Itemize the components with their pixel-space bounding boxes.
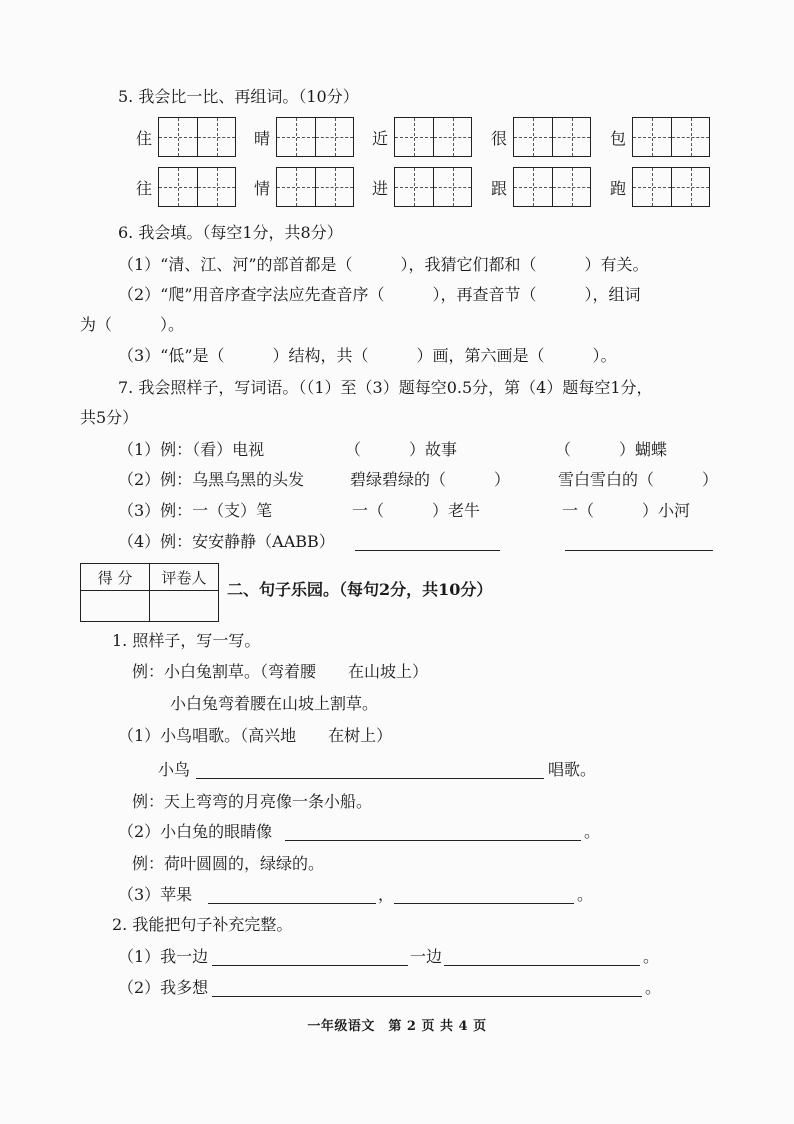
row1-item	[491, 117, 591, 157]
s2-p3-answer-line-a[interactable]	[208, 887, 376, 904]
row2-item	[372, 167, 472, 207]
writing-grid[interactable]	[513, 167, 591, 207]
q7-r2-blank-a: 碧绿碧绿的（ ）	[350, 470, 511, 489]
s2-q2-2-line[interactable]	[212, 980, 642, 997]
q6-line3: 为（ ）。	[80, 315, 185, 334]
writing-grid[interactable]	[394, 167, 472, 207]
q7-r4-example: （4）例：安安静静（AABB）	[118, 532, 335, 551]
s2-p3-end: 。	[577, 885, 594, 904]
writing-cell[interactable]	[514, 118, 552, 156]
score-header: 得 分	[81, 564, 150, 591]
q6-line1: （1）“清、江、河”的部首都是（ ），我猜它们都和（ ）有关。	[118, 255, 649, 274]
writing-grid[interactable]	[632, 167, 710, 207]
s2-q2-2-end: 。	[645, 978, 662, 997]
q7-r4-answer-line-b[interactable]	[565, 534, 713, 551]
writing-cell[interactable]	[671, 118, 709, 156]
q7-r3-blank-a: 一（ ）老牛	[352, 501, 481, 520]
row1-item	[136, 117, 236, 157]
q7-title: 7. 我会照样子，写词语。（（1）至（3）题每空0.5分，第（4）题每空1分，	[118, 378, 653, 397]
row2-item	[254, 167, 354, 207]
q7-r1-example: （1）例：（看）电视	[118, 440, 265, 459]
section2-title: 二、句子乐园。（每句2分，共10分）	[227, 580, 493, 599]
grid-char: 进	[372, 178, 389, 198]
writing-cell[interactable]	[315, 168, 353, 206]
q5-title: 5. 我会比一比、再组词。（10分）	[118, 87, 359, 106]
grid-char: 近	[372, 128, 389, 148]
q7-r1-blank-b: （ ）蝴蝶	[555, 440, 668, 459]
writing-cell[interactable]	[395, 168, 433, 206]
writing-cell[interactable]	[159, 118, 197, 156]
s2-p1-end: 唱歌。	[548, 760, 597, 779]
s2-p1-start: 小鸟	[158, 760, 191, 779]
s2-p3-comma: ，	[378, 885, 395, 904]
grader-header: 评卷人	[150, 564, 219, 591]
s2-q2-1-line-b[interactable]	[444, 949, 640, 966]
writing-grid[interactable]	[513, 117, 591, 157]
writing-grid[interactable]	[632, 117, 710, 157]
s2-p2-answer-line[interactable]	[285, 824, 581, 841]
s2-p2-end: 。	[584, 822, 601, 841]
q7-r3-example: （3）例：一（支）笔	[118, 501, 273, 520]
row1-item	[372, 117, 472, 157]
writing-cell[interactable]	[671, 168, 709, 206]
writing-cell[interactable]	[514, 168, 552, 206]
s2-p3-answer-line-b[interactable]	[394, 887, 574, 904]
q6-line4: （3）“低”是（ ）结构，共（ ）画，第六画是（ ）。	[118, 346, 617, 365]
grid-char: 跑	[610, 178, 627, 198]
writing-cell[interactable]	[552, 168, 590, 206]
q7-r3-blank-b: 一（ ）小河	[562, 501, 691, 520]
q6-line2: （2）“爬”用音序查字法应先查音序（ ），再查音节（ ），组词	[118, 285, 641, 304]
q7-r1-blank-a: （ ）故事	[345, 440, 458, 459]
s2-q2-1-start: （1）我一边	[118, 947, 209, 966]
row2-item	[491, 167, 591, 207]
writing-cell[interactable]	[433, 168, 471, 206]
q6-title: 6. 我会填。（每空1分，共8分）	[118, 223, 343, 242]
writing-cell[interactable]	[277, 168, 315, 206]
s2-q1-title: 1. 照样子，写一写。	[112, 631, 261, 650]
grader-box[interactable]	[150, 591, 219, 622]
writing-grid[interactable]	[158, 117, 236, 157]
writing-grid[interactable]	[276, 167, 354, 207]
row2-item	[136, 167, 236, 207]
s2-example3: 例：荷叶圆圆的，绿绿的。	[132, 854, 325, 873]
grid-char: 很	[491, 128, 508, 148]
s2-q2-1-mid: 一边	[410, 947, 443, 966]
writing-cell[interactable]	[159, 168, 197, 206]
s2-p3-start: （3）苹果	[118, 885, 193, 904]
s2-q2-1-line-a[interactable]	[212, 949, 408, 966]
s2-q2-2-start: （2）我多想	[118, 978, 209, 997]
writing-grid[interactable]	[394, 117, 472, 157]
s2-example1: 例：小白兔割草。（弯着腰 在山坡上）	[132, 662, 429, 681]
writing-cell[interactable]	[395, 118, 433, 156]
s2-p1-answer-line[interactable]	[196, 762, 544, 779]
score-box[interactable]	[81, 591, 150, 622]
q7-r4-answer-line-a[interactable]	[355, 534, 500, 551]
s2-example1-answer: 小白兔弯着腰在山坡上割草。	[170, 694, 379, 713]
grid-char: 晴	[254, 128, 271, 148]
grid-char: 包	[610, 128, 627, 148]
writing-cell[interactable]	[197, 168, 235, 206]
grid-char: 跟	[491, 178, 508, 198]
row1-item	[254, 117, 354, 157]
q7-title2: 共5分）	[80, 408, 139, 427]
s2-example2: 例：天上弯弯的月亮像一条小船。	[132, 792, 373, 811]
grid-char: 往	[136, 178, 153, 198]
writing-cell[interactable]	[277, 118, 315, 156]
writing-cell[interactable]	[433, 118, 471, 156]
s2-q2-title: 2. 我能把句子补充完整。	[112, 915, 293, 934]
q7-r2-blank-b: 雪白雪白的（ ）	[558, 470, 719, 489]
s2-p1-prompt: （1）小鸟唱歌。（高兴地 在树上）	[118, 726, 393, 745]
page-footer: 一年级语文 第 2 页 共 4 页	[307, 1019, 487, 1034]
writing-grid[interactable]	[158, 167, 236, 207]
grid-char: 住	[136, 128, 153, 148]
row1-item	[610, 117, 710, 157]
score-table	[80, 563, 219, 622]
q7-r2-example: （2）例：乌黑乌黑的头发	[118, 470, 305, 489]
writing-cell[interactable]	[315, 118, 353, 156]
writing-cell[interactable]	[633, 168, 671, 206]
writing-grid[interactable]	[276, 117, 354, 157]
writing-cell[interactable]	[197, 118, 235, 156]
grid-char: 情	[254, 178, 271, 198]
s2-p2-start: （2）小白兔的眼睛像	[118, 822, 273, 841]
writing-cell[interactable]	[633, 118, 671, 156]
writing-cell[interactable]	[552, 118, 590, 156]
row2-item	[610, 167, 710, 207]
s2-q2-1-end: 。	[643, 947, 660, 966]
